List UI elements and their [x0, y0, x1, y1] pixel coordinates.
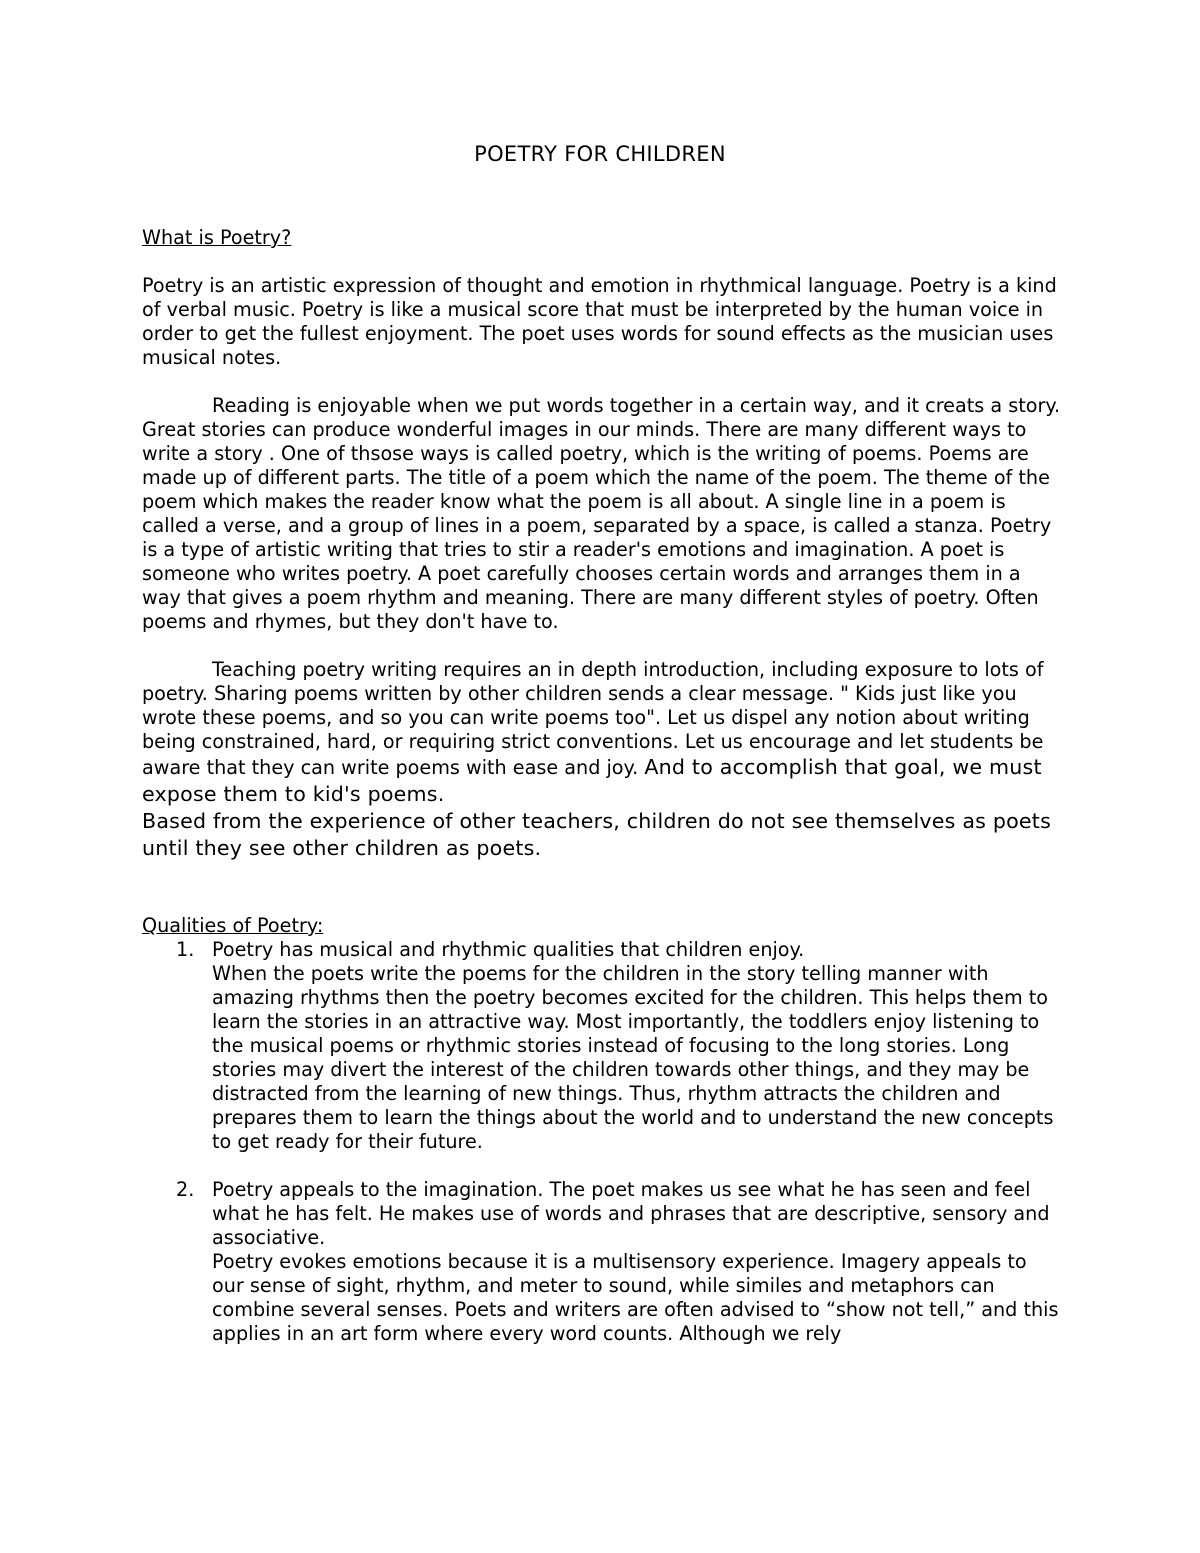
paragraph-teaching	[142, 658, 1062, 808]
list-item-statement: Poetry has musical and rhythmic qualities that children enjoy.	[212, 938, 805, 961]
list-item-detail: When the poets write the poems for the children in the story telling manner with amazing rhythms then the poetry becomes excited for the children. This helps them to learn the stories in an attractive way. Most importantly, the toddlers enjoy listening to the musical poems or rhythmic stories instead of focusing to the long stories. Long stories may divert the interest of the children towards other things, and they may be distracted from the learning of new things. Thus, rhythm attracts the children and prepares them to learn the things about the world and to understand the new concepts to get ready for their future.	[212, 962, 1054, 1153]
list-item-detail: Poetry evokes emotions because it is a multisensory experience. Imagery appeals to our sense of sight, rhythm, and meter to sound, while similes and metaphors can combine several senses. Poets and writers are often advised to “show not tell,” and this applies in an art form where every word counts. Although we rely	[212, 1250, 1059, 1345]
list-item-number: 1.	[176, 938, 195, 961]
qualities-list	[142, 938, 1062, 1346]
paragraph-teaching-tail: And to accomplish that goal, we must expose them to kid's poems.	[142, 755, 1042, 806]
paragraph-definition: Poetry is an artistic expression of thought and emotion in rhythmical language. Poetry is a kind of verbal music. Poetry is like a musical score that must be interpreted by the human voice in order to get the fullest enjoyment. The poet uses words for sound effects as the musician uses musical notes.	[142, 274, 1057, 369]
paragraph-teaching-main: Teaching poetry writing requires an in depth introduction, including exposure to lots of poetry. Sharing poems written by other children sends a clear message. " Kids just like you wrote these poems, and so you can write poems too". Let us dispel any notion about writing being constrained, hard, or requiring strict conventions. Let us encourage and let students be aware that they can write poems with ease and joy.	[142, 658, 1044, 779]
list-item-statement: Poetry appeals to the imagination. The poet makes us see what he has seen and feel what he has felt. He makes use of words and phrases that are descriptive, sensory and associative.	[212, 1178, 1050, 1249]
section-heading-qualities: Qualities of Poetry:	[142, 914, 324, 937]
list-item	[142, 938, 1062, 1154]
paragraph-reading: Reading is enjoyable when we put words together in a certain way, and it creats a story. Great stories can produce wonderful images in our minds. There are many different ways to write a story . One of thsose ways is called poetry, which is the writing of poems. Poems are made up of different parts. The title of a poem which the name of the poem. The theme of the poem which makes the reader know what the poem is all about. A single line in a poem is called a verse, and a group of lines in a poem, separated by a space, is called a stanza. Poetry is a type of artistic writing that tries to stir a reader's emotions and imagination. A poet is someone who writes poetry. A poet carefully chooses certain words and arranges them in a way that gives a poem rhythm and meaning. There are many different styles of poetry. Often poems and rhymes, but they don't have to.	[142, 394, 1061, 633]
document-title: POETRY FOR CHILDREN	[474, 142, 726, 166]
document-body	[142, 226, 1062, 1346]
list-item	[142, 1178, 1062, 1346]
list-item-number: 2.	[176, 1178, 195, 1201]
section-heading-what-is-poetry: What is Poetry?	[142, 226, 292, 249]
paragraph-experience: Based from the experience of other teachers, children do not see themselves as poets until they see other children as poets.	[142, 809, 1051, 860]
